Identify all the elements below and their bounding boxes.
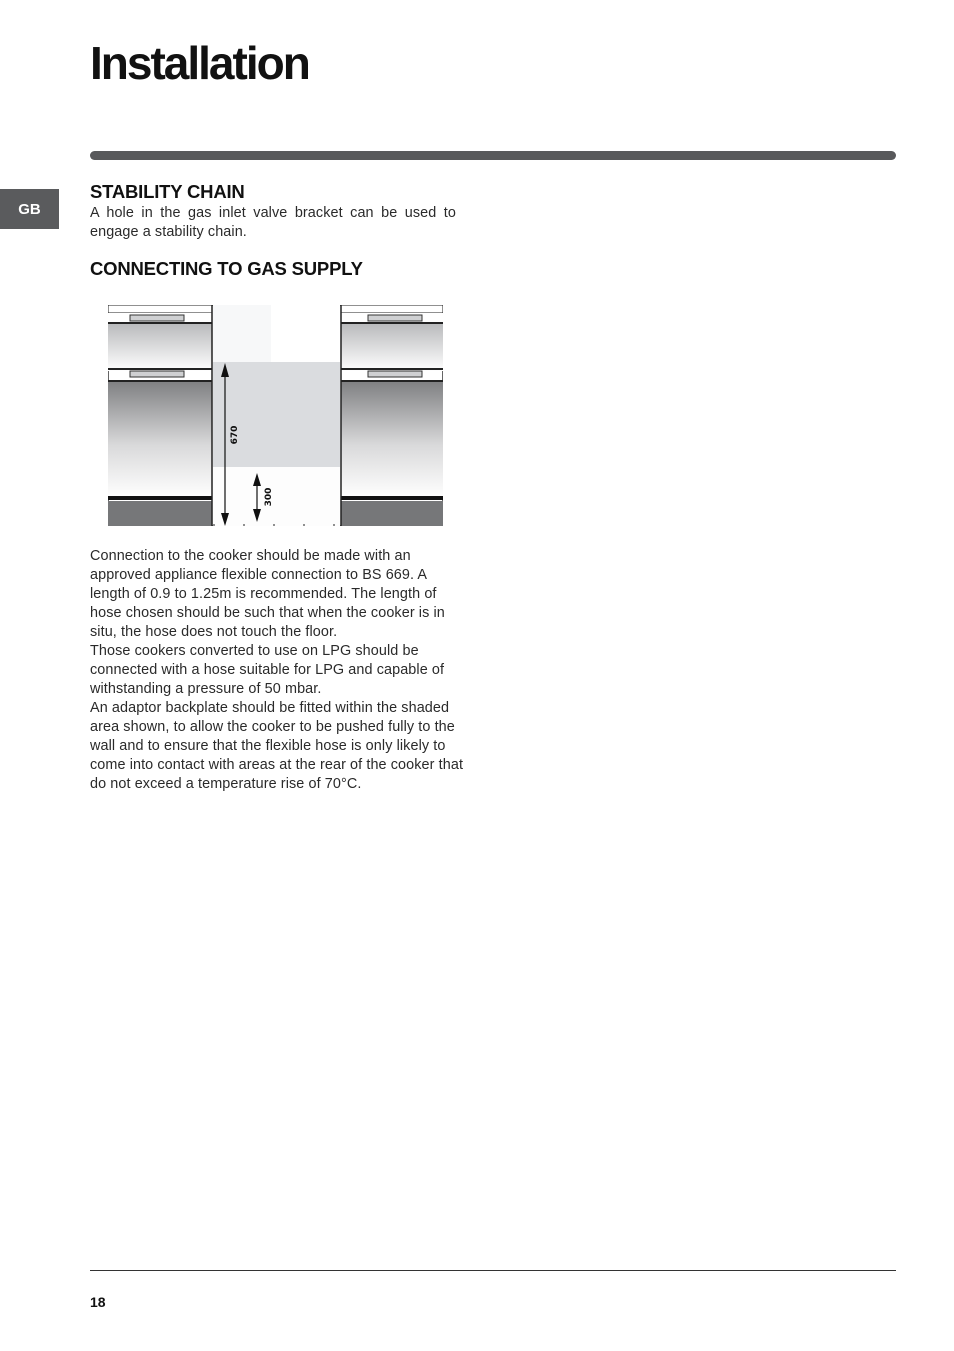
- lower-space: [213, 467, 340, 526]
- gas-supply-heading: CONNECTING TO GAS SUPPLY: [90, 258, 363, 279]
- footer-divider: [90, 1270, 896, 1271]
- stability-chain-heading: STABILITY CHAIN: [90, 181, 245, 202]
- stability-chain-paragraph: A hole in the gas inlet valve bracket can be used to engage a stability chain.: [90, 205, 456, 240]
- dimension-300-label: 300: [264, 487, 274, 507]
- stability-chain-text: [90, 204, 456, 242]
- language-tab: GB: [0, 189, 59, 229]
- gas-supply-text: [90, 547, 466, 794]
- gas-supply-paragraph-1: Connection to the cooker should be made with an approved appliance flexible connection to BS 669. A length of 0.9 to 1.25m is recommended. The length of hose chosen should be such that when the cooker is in situ, the hose does not touch the floor.: [90, 548, 445, 640]
- right-cabinet: [341, 305, 443, 526]
- gas-connection-diagram: [108, 305, 443, 526]
- dimension-670-label: 670: [230, 425, 240, 445]
- header-divider: [90, 151, 896, 160]
- gas-supply-paragraph-3: An adaptor backplate should be fitted within the shaded area shown, to allow the cooker to be pushed fully to the wall and to ensure that the flexible hose is only likely to come into contact with areas at the rear of the cooker that do not exceed a temperature rise of 70°C.: [90, 700, 464, 792]
- wall-highlight: [213, 305, 271, 362]
- left-cabinet: [108, 305, 212, 526]
- page-number: 18: [90, 1294, 106, 1310]
- shaded-area: [213, 362, 340, 467]
- gas-supply-paragraph-2: Those cookers converted to use on LPG should be connected with a hose suitable for LPG and capable of withstanding a pressure of 50 mbar.: [90, 643, 445, 697]
- page-title: Installation: [90, 37, 309, 89]
